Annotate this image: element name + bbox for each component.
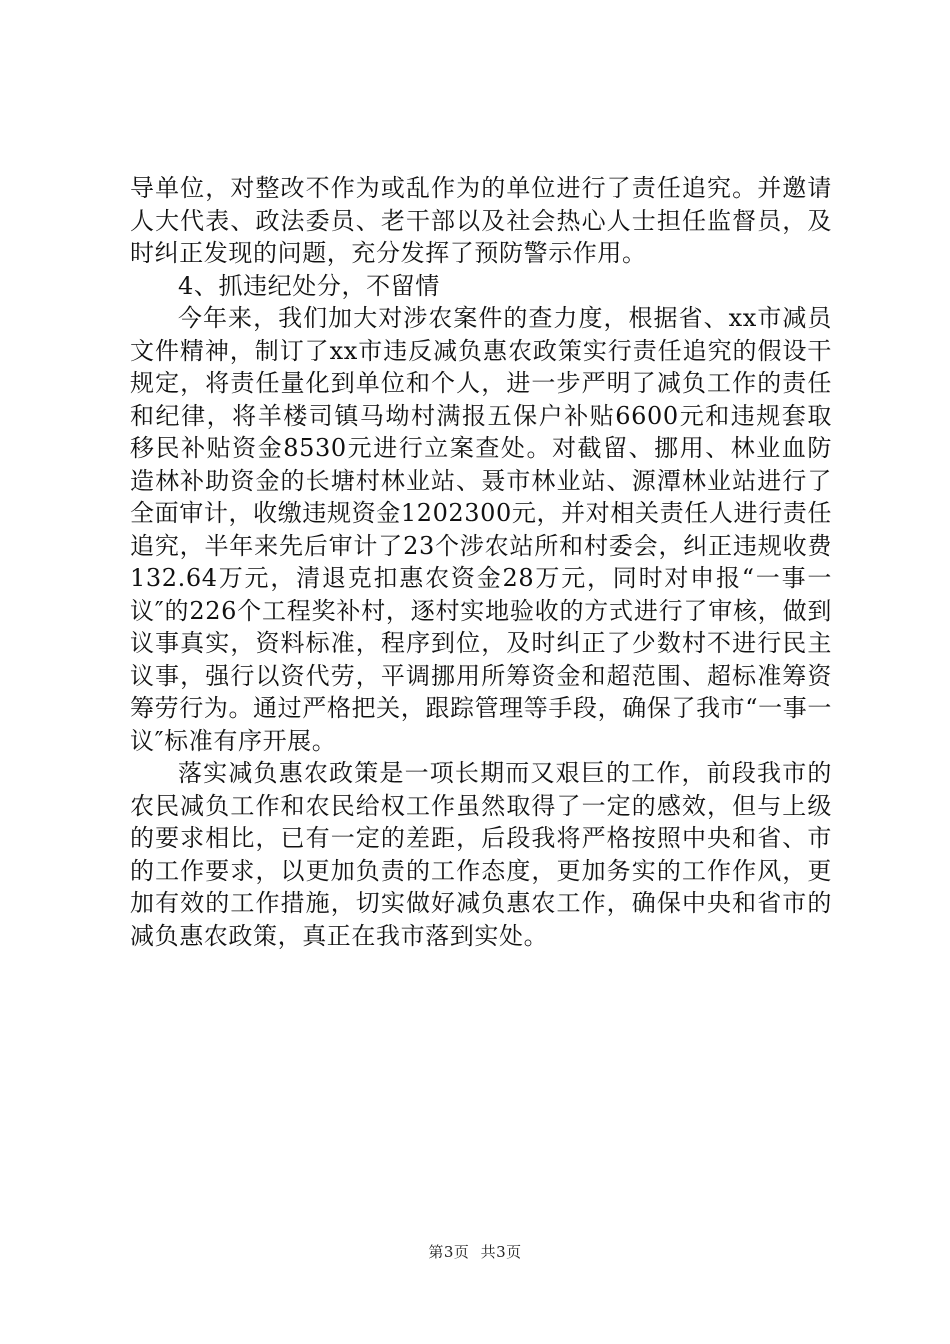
paragraph-cases: 今年来，我们加大对涉农案件的查力度，根据省、xx市减员文件精神，制订了xx市违反减负惠农政策实行责任追究的假设干规定，将责任量化到单位和个人，进一步严明了减负工作的责任和纪律，将羊楼司镇马坳村满报五保户补贴6600元和违规套取移民补贴资金8530元进行立案查处。对截留、挪用、林业血防造林补助资金的长塘村林业站、聂市林业站、源潭林业站进行了全面审计，收缴违规资金1202300元，并对相关责任人进行责任追究，半年来先后审计了23个涉农站所和村委会，纠正违规收费132.64万元，清退克扣惠农资金28万元，同时对申报“一事一议″的226个工程奖补村，逐村实地验收的方式进行了审核，做到议事真实，资料标准，程序到位，及时纠正了少数村不进行民主议事，强行以资代劳，平调挪用所筹资金和超范围、超标准筹资筹劳行为。通过严格把关，跟踪管理等手段，确保了我市“一事一议″标准有序开展。 [130, 304, 832, 755]
paragraph-continuation: 导单位，对整改不作为或乱作为的单位进行了责任追究。并邀请人大代表、政法委员、老干部以及社会热心人士担任监督员，及时纠正发现的问题，充分发挥了预防警示作用。 [130, 174, 832, 267]
section-heading-4: 4、抓违纪处分，不留情 [178, 271, 440, 300]
document-body [130, 172, 832, 952]
page-number: 第3页 [428, 1243, 470, 1261]
page-footer [0, 1242, 950, 1262]
page-total: 共3页 [480, 1243, 522, 1261]
paragraph-conclusion: 落实减负惠农政策是一项长期而又艰巨的工作，前段我市的农民减负工作和农民给权工作虽然取得了一定的感效，但与上级的要求相比，已有一定的差距，后段我将严格按照中央和省、市的工作要求，以更加负责的工作态度，更加务实的工作作风，更加有效的工作措施，切实做好减负惠农工作，确保中央和省市的减负惠农政策，真正在我市落到实处。 [130, 759, 832, 950]
